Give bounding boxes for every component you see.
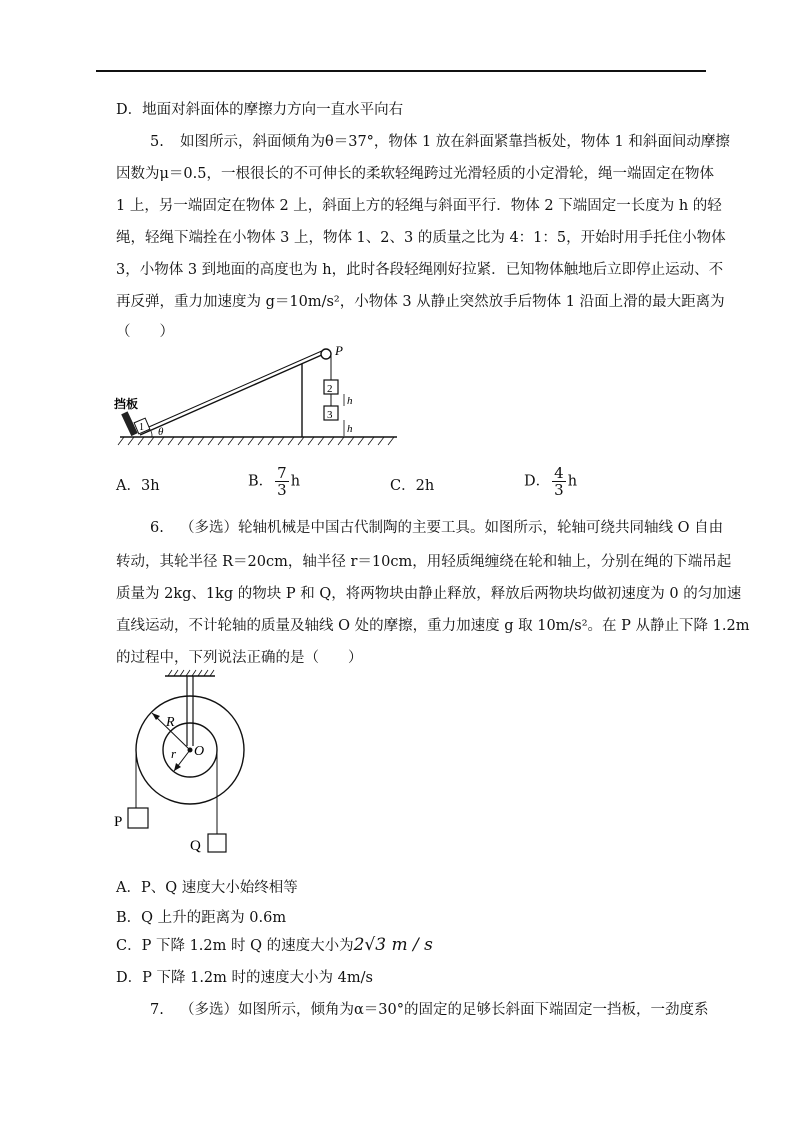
q5-option-b: [248, 465, 300, 498]
q6-ceiling-hatch: [168, 670, 214, 676]
q5-option-d-suffix: h: [567, 473, 578, 490]
q5-baffle-label: 挡板: [114, 397, 139, 411]
q5-h-label-2: h: [347, 423, 353, 435]
q5-ground-hatch: [118, 437, 394, 445]
q6-line-1: [150, 516, 723, 537]
q6-R-label: R: [166, 715, 175, 730]
q5-angle-label: θ: [158, 426, 164, 438]
q5-line-6: 再反弹，重力加速度为 g＝10m/s²，小物体 3 从静止突然放手后物体 1 沿面上滑的最大距离为: [116, 294, 725, 310]
q7-line-1: [150, 998, 709, 1019]
q5-option-d-prefix: D．: [524, 473, 551, 490]
q6-line-2: 转动，其轮半径 R＝20cm，轴半径 r＝10cm，用轻质绳缠绕在轮和轴上，分别在绳的下端吊起: [116, 554, 732, 570]
q5-block-1-label: 1: [139, 422, 144, 433]
q5-line-4: 绳，轻绳下端拴在小物体 3 上，物体 1、2、3 的质量之比为 4：1：5，开始时用手托住小物体: [116, 230, 726, 246]
q5-option-b-den: 3: [277, 481, 287, 499]
q5-incline-figure: [112, 340, 402, 452]
q6-line-4: 直线运动，不计轮轴的质量及轴线 O 处的摩擦，重力加速度 g 取 10m/s²。在 P 从静止下降 1.2m: [116, 618, 750, 634]
q5-option-d-fraction: [552, 465, 566, 498]
q5-h-label-1: h: [347, 395, 353, 407]
q5-option-b-suffix: h: [290, 473, 301, 490]
q6-text-1: （多选）轮轴机械是中国古代制陶的主要工具。如图所示，轮轴可绕共同轴线 O 自由: [180, 520, 724, 536]
q5-line-1: [150, 130, 730, 151]
q6-line-3: 质量为 2kg、1kg 的物块 P 和 Q，将两物块由静止释放，释放后两物块均做初速度为 0 的匀加速: [116, 586, 742, 602]
q6-P-label: P: [114, 814, 123, 830]
q6-number: 6.: [150, 520, 164, 536]
q5-line-2: 因数为μ＝0.5，一根很长的不可伸长的柔软轻绳跨过光滑轻质的小定滑轮，绳一端固定在物体: [116, 166, 714, 182]
q5-option-b-prefix: B．: [248, 473, 274, 490]
q6-line-5: 的过程中，下列说法正确的是（ ）: [116, 650, 363, 666]
q5-pulley-label: P: [335, 343, 343, 358]
q7-text-1: （多选）如图所示，倾角为α＝30°的固定的足够长斜面下端固定一挡板，一劲度系: [180, 1002, 709, 1018]
q6-O-label: O: [194, 744, 205, 759]
q5-line-3: 1 上，另一端固定在物体 2 上，斜面上方的轻绳与斜面平行．物体 2 下端固定一长度为 h 的轻: [116, 198, 722, 214]
q6-option-c-text: C．P 下降 1.2m 时 Q 的速度大小为: [116, 938, 354, 954]
q5-block-3-label: 3: [327, 409, 333, 421]
q6-option-b: B．Q 上升的距离为 0.6m: [116, 910, 287, 926]
q6-option-d: D．P 下降 1.2m 时的速度大小为 4m/s: [116, 970, 373, 986]
q5-line-7: （ ）: [116, 324, 174, 340]
q5-number: 5.: [150, 134, 164, 150]
q6-block-P: [128, 808, 148, 828]
q5-block-2-label: 2: [327, 383, 333, 395]
q5-option-d-den: 3: [554, 481, 564, 499]
q5-option-c: C．2h: [390, 478, 435, 494]
q6-wheel-axle-figure: [110, 668, 250, 858]
header-rule: [96, 70, 706, 72]
q5-line-5: 3，小物体 3 到地面的高度也为 h，此时各段轻绳刚好拉紧．已知物体触地后立即停止运动、不: [116, 262, 724, 278]
q5-option-b-fraction: [275, 465, 289, 498]
q5-option-a: A．3h: [116, 478, 160, 494]
q5-incline-surface: [140, 354, 324, 435]
q5-angle-arc: [151, 431, 152, 437]
q5-pulley: [321, 349, 331, 359]
q4-option-d: D．地面对斜面体的摩擦力方向一直水平向右: [116, 102, 404, 118]
q5-option-d-num: 4: [554, 464, 564, 482]
q6-Q-label: Q: [190, 838, 201, 854]
q5-option-d: [524, 465, 577, 498]
q5-text-1: 如图所示，斜面倾角为θ＝37°，物体 1 放在斜面紧靠挡板处，物体 1 和斜面间动摩擦: [180, 134, 730, 150]
q6-radius-r-arrow: [174, 763, 181, 771]
q6-option-c: [116, 934, 433, 955]
q5-option-b-num: 7: [277, 464, 287, 482]
q7-number: 7.: [150, 1002, 164, 1018]
q6-option-a: A．P、Q 速度大小始终相等: [116, 880, 298, 896]
q6-option-c-math: 2√3 m / s: [353, 935, 433, 955]
q6-r-label: r: [171, 746, 177, 761]
q6-block-Q: [208, 834, 226, 852]
q5-rope-upper: [142, 350, 324, 430]
